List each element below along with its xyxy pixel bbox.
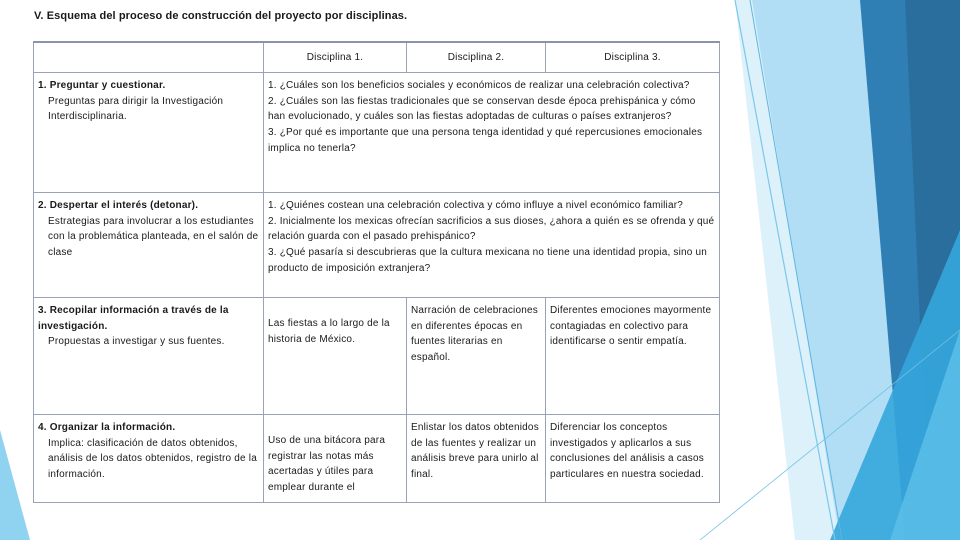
step-cell [34, 73, 264, 193]
disciplina-2-text: Narración de celebraciones en diferentes épocas en fuentes literarias en español. [411, 305, 538, 364]
disciplina-1-cell [264, 298, 407, 415]
step-title: 4. Organizar la información. [38, 422, 176, 433]
question-item: 1. ¿Quiénes costean una celebración colectiva y cómo influye a nivel económico familiar? [268, 200, 684, 211]
questions-cell [264, 193, 720, 298]
question-item: 3. ¿Qué pasaría si descubrieras que la cultura mexicana no tiene una identidad propia, sino un producto de imposición extranjera? [268, 247, 708, 274]
header-empty-cell [34, 42, 264, 73]
disciplina-3-cell [546, 415, 720, 503]
disciplina-1-cell [264, 415, 407, 503]
table-row [34, 193, 720, 298]
step-cell [34, 298, 264, 415]
header-disciplina-2: Disciplina 2. [407, 42, 546, 73]
table-row [34, 73, 720, 193]
disciplines-table [33, 41, 720, 503]
question-item: 2. Inicialmente los mexicas ofrecían sacrificios a sus dioses, ¿ahora a quién es se ofrenda y qué relación guarda con el pasado prehispánico? [268, 215, 715, 243]
header-disciplina-3: Disciplina 3. [546, 42, 720, 73]
step-description: Estrategias para involucrar a los estudiantes con la problemática planteada, en el salón de clase [48, 215, 259, 259]
step-description: Implica: clasificación de datos obtenidos, análisis de los datos obtenidos, registro de la información. [48, 437, 257, 481]
header-disciplina-1: Disciplina 1. [264, 42, 407, 73]
question-item: 1. ¿Cuáles son los beneficios sociales y económicos de realizar una celebración colectiva? [268, 80, 690, 91]
disciplina-1-text: Las fiestas a lo largo de la historia de México. [268, 318, 390, 345]
step-description: Propuestas a investigar y sus fuentes. [48, 336, 225, 348]
disciplina-3-cell [546, 298, 720, 415]
table-row [34, 298, 720, 415]
page-title: V. Esquema del proceso de construcción del proyecto por disciplinas. [34, 10, 408, 22]
disciplina-3-text: Diferentes emociones mayormente contagiadas en colectivo para identificarse o sentir empatía. [550, 305, 712, 348]
questions-cell [264, 73, 720, 193]
left-corner-shape [0, 430, 30, 540]
disciplina-2-cell [407, 415, 546, 503]
table-row [34, 415, 720, 503]
step-title: 3. Recopilar información a través de la investigación. [38, 305, 229, 332]
step-title: 2. Despertar el interés (detonar). [38, 200, 199, 211]
disciplina-2-cell [407, 298, 546, 415]
step-description: Preguntas para dirigir la Investigación Interdisciplinaria. [48, 95, 224, 123]
step-title: 1. Preguntar y cuestionar. [38, 80, 166, 91]
disciplina-1-text: Uso de una bitácora para registrar las notas más acertadas y útiles para emplear durante el [268, 435, 386, 494]
question-item: 2. ¿Cuáles son las fiestas tradicionales que se conservan desde época prehispánica y cómo han evolucionado, y cuáles son las fiestas adoptadas de culturas o países extranjeros? [268, 95, 696, 123]
question-item: 3. ¿Por qué es importante que una persona tenga identidad y qué repercusiones emocionales implica no tenerla? [268, 127, 703, 154]
disciplina-3-text: Diferenciar los conceptos investigados y aplicarlos a sus conclusiones del análisis a casos particulares en nuestra sociedad. [550, 422, 704, 481]
header-row [34, 42, 720, 73]
step-cell [34, 415, 264, 503]
disciplina-2-text: Enlistar los datos obtenidos de las fuentes y realizar un análisis breve para unirlo al final. [411, 422, 539, 481]
step-cell [34, 193, 264, 298]
